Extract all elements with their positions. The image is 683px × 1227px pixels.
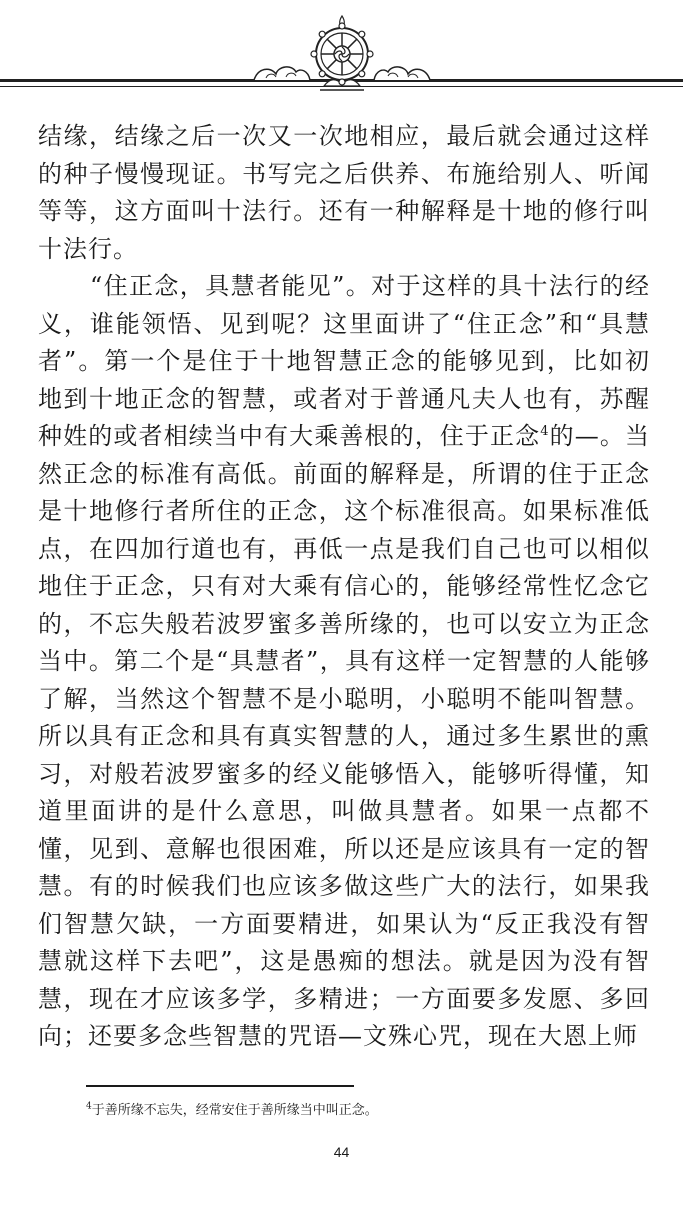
paragraph: 结缘，结缘之后一次又一次地相应，最后就会通过这样的种子慢慢现证。书写完之后供养、布施给别人、听闻等等，这方面叫十法行。还有一种解释是十地的修行叫十法行。 — [38, 122, 650, 263]
page-number: 44 — [333, 1144, 350, 1160]
footnote-mark: 4 — [86, 1101, 92, 1112]
paragraph — [38, 268, 650, 1056]
paragraph-text: 的—。当然正念的标准有高低。前面的解释是，所谓的住于正念是十地修行者所住的正念，这个标准很高。如果标准低点，在四加行道也有，再低一点是我们自己也可以相似地住于正念，只有对大乘有信心的，能够经常性忆念它的，不忘失般若波罗蜜多善所缘的，也可以安立为正念当中。第二个是“具慧者”，具有这样一定智慧的人能够了解，当然这个智慧不是小聪明，小聪明不能叫智慧。所以具有正念和具有真实智慧的人，通过多生累世的熏习，对般若波罗蜜多的经义能够悟入，能够听得懂，知道里面讲的是什么意思，叫做具慧者。如果一点都不懂，见到、意解也很困难，所以还是应该具有一定的智慧。有的时候我们也应该多做这些广大的法行，如果我们智慧欠缺，一方面要精进，如果认为“反正我没有智慧就这样下去吧”，这是愚痴的想法。就是因为没有智慧，现在才应该多学，多精进；一方面要多发愿、多回向；还要多念些智慧的咒语—文殊心咒，现在大恩上师 — [38, 422, 650, 1050]
body-text — [38, 118, 650, 1056]
footnote-divider — [86, 1085, 354, 1087]
footnote — [86, 1101, 646, 1121]
dharma-wheel-icon — [302, 14, 382, 94]
footnote-text: 于善所缘不忘失，经常安住于善所缘当中叫正念。 — [91, 1103, 378, 1118]
paragraph-text: “住正念，具慧者能见”。对于这样的具十法行的经义，谁能领悟、见到呢？这里面讲了“住正念”和“具慧者”。第一个是住于十地智慧正念的能够见到，比如初地到十地正念的智慧，或者对于普通凡夫人也有，苏醒种姓的或者相续当中有大乘善根的，住于正念 — [38, 272, 650, 450]
footnote-reference[interactable]: 4 — [540, 424, 550, 439]
page-header — [0, 0, 683, 110]
